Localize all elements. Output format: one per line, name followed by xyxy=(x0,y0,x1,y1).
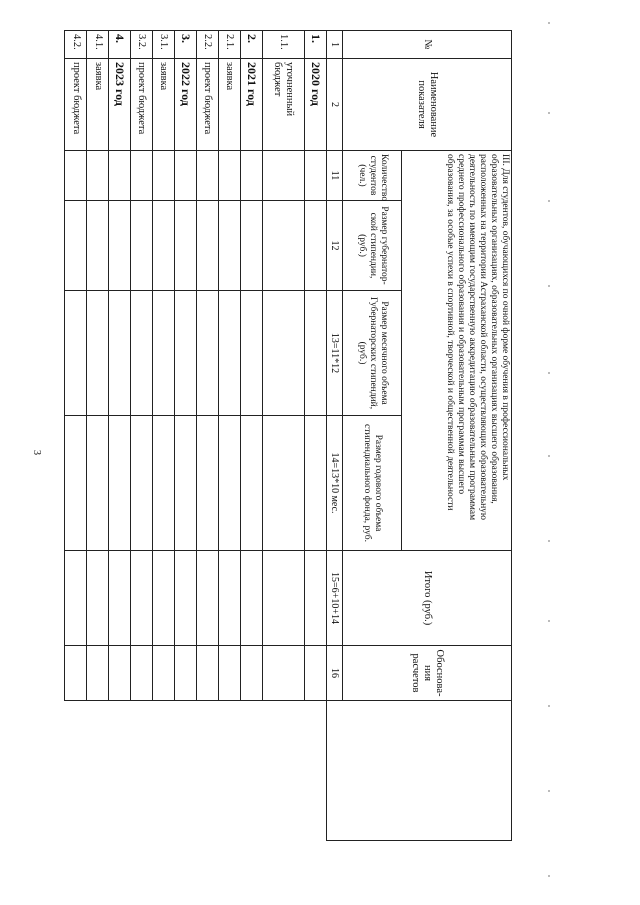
value-cell xyxy=(86,151,108,201)
value-cell xyxy=(196,646,218,701)
value-cell xyxy=(174,551,196,646)
table-row xyxy=(108,31,130,841)
row-num: 3.2. xyxy=(130,31,152,59)
value-cell xyxy=(86,416,108,551)
section-title: III. Для студентов, обучающихся по очной форме обучения в профессиональных образовательных организациях, образовательных организациях высшего образования, расположенных на территории Астраханской области, осуществляющих образовательную деятельность по имеющим государственную аккредитацию образовательным программам среднего профессионального образования и образовательным программам высшего образования, за особые успехи в спортивной, творческой и общественной деятельности xyxy=(402,151,512,551)
budget-table xyxy=(64,30,512,841)
header-num: № xyxy=(343,31,512,59)
row-num: 2.1. xyxy=(218,31,240,59)
value-cell xyxy=(108,151,130,201)
index-cell: 11 xyxy=(326,151,343,201)
rotated-table-sheet xyxy=(64,30,512,840)
value-cell xyxy=(304,551,326,646)
value-cell xyxy=(152,416,174,551)
row-label: проект бюджета xyxy=(196,59,218,151)
header-annual: Размер годового объема стипендиального фонда, руб. xyxy=(343,416,402,551)
value-cell xyxy=(218,201,240,291)
value-cell xyxy=(65,151,87,201)
row-label: проект бюджета xyxy=(65,59,87,151)
value-cell xyxy=(240,416,262,551)
row-num: 4.1. xyxy=(86,31,108,59)
value-cell xyxy=(240,201,262,291)
value-cell xyxy=(130,551,152,646)
table-row xyxy=(86,31,108,841)
value-cell xyxy=(304,291,326,416)
table-row xyxy=(262,31,304,841)
value-cell xyxy=(304,201,326,291)
table-row xyxy=(65,31,87,841)
header-stipend-size: Размер губернатор-ской стипендии, (руб.) xyxy=(343,201,402,291)
row-num: 2.2. xyxy=(196,31,218,59)
value-cell xyxy=(108,416,130,551)
table-row xyxy=(218,31,240,841)
value-cell xyxy=(218,291,240,416)
row-num: 4.2. xyxy=(65,31,87,59)
row-num: 4. xyxy=(108,31,130,59)
value-cell xyxy=(108,646,130,701)
value-cell xyxy=(86,551,108,646)
value-cell xyxy=(196,151,218,201)
value-cell xyxy=(152,291,174,416)
value-cell xyxy=(196,416,218,551)
index-cell: 1 xyxy=(326,31,343,59)
index-cell: 15=6+10+14 xyxy=(326,551,343,646)
value-cell xyxy=(218,551,240,646)
table-row xyxy=(196,31,218,841)
row-num: 3. xyxy=(174,31,196,59)
row-num: 2. xyxy=(240,31,262,59)
row-label: уточненный бюджет xyxy=(262,59,304,151)
value-cell xyxy=(174,151,196,201)
value-cell xyxy=(65,416,87,551)
value-cell xyxy=(86,291,108,416)
index-cell: 2 xyxy=(326,59,343,151)
value-cell xyxy=(240,151,262,201)
value-cell xyxy=(196,291,218,416)
value-cell xyxy=(240,646,262,701)
value-cell xyxy=(108,551,130,646)
row-num: 1. xyxy=(304,31,326,59)
value-cell xyxy=(218,151,240,201)
table-row xyxy=(240,31,262,841)
header-students: Количество студентов (чел.) xyxy=(343,151,402,201)
value-cell xyxy=(240,291,262,416)
value-cell xyxy=(304,151,326,201)
value-cell xyxy=(86,646,108,701)
value-cell xyxy=(262,416,304,551)
row-label: 2022 год xyxy=(174,59,196,151)
value-cell xyxy=(240,551,262,646)
value-cell xyxy=(196,201,218,291)
value-cell xyxy=(262,551,304,646)
value-cell xyxy=(130,201,152,291)
value-cell xyxy=(304,646,326,701)
table-row xyxy=(152,31,174,841)
value-cell xyxy=(130,646,152,701)
header-name: Наименование показателя xyxy=(343,59,512,151)
value-cell xyxy=(262,291,304,416)
index-cell: 12 xyxy=(326,201,343,291)
value-cell xyxy=(152,551,174,646)
table-row xyxy=(174,31,196,841)
table-row xyxy=(130,31,152,841)
value-cell xyxy=(304,416,326,551)
header-total: Итого (руб.) xyxy=(343,551,512,646)
index-cell: 14=13*10 мес. xyxy=(326,416,343,551)
row-label: проект бюджета xyxy=(130,59,152,151)
row-label: 2020 год xyxy=(304,59,326,151)
value-cell xyxy=(174,416,196,551)
table-row xyxy=(304,31,326,841)
value-cell xyxy=(174,291,196,416)
value-cell xyxy=(262,646,304,701)
header-monthly: Размер месячного объема Губернаторских стипендий, (руб.) xyxy=(343,291,402,416)
row-num: 1.1. xyxy=(262,31,304,59)
value-cell xyxy=(174,201,196,291)
blank-column xyxy=(326,701,511,841)
index-cell: 13=11*12 xyxy=(326,291,343,416)
value-cell xyxy=(196,551,218,646)
page-number: 3 xyxy=(31,450,42,455)
value-cell xyxy=(218,416,240,551)
value-cell xyxy=(108,291,130,416)
value-cell xyxy=(174,646,196,701)
row-label: 2023 год xyxy=(108,59,130,151)
header-basis: Обоснова-ния расчетов xyxy=(343,646,512,701)
value-cell xyxy=(65,201,87,291)
value-cell xyxy=(65,646,87,701)
value-cell xyxy=(108,201,130,291)
row-label: заявка xyxy=(218,59,240,151)
value-cell xyxy=(262,201,304,291)
row-label: заявка xyxy=(86,59,108,151)
row-label: 2021 год xyxy=(240,59,262,151)
value-cell xyxy=(65,551,87,646)
value-cell xyxy=(130,151,152,201)
index-cell: 16 xyxy=(326,646,343,701)
value-cell xyxy=(152,646,174,701)
value-cell xyxy=(218,646,240,701)
value-cell xyxy=(65,291,87,416)
value-cell xyxy=(152,151,174,201)
row-label: заявка xyxy=(152,59,174,151)
value-cell xyxy=(130,416,152,551)
value-cell xyxy=(262,151,304,201)
value-cell xyxy=(152,201,174,291)
value-cell xyxy=(86,201,108,291)
row-num: 3.1. xyxy=(152,31,174,59)
value-cell xyxy=(130,291,152,416)
